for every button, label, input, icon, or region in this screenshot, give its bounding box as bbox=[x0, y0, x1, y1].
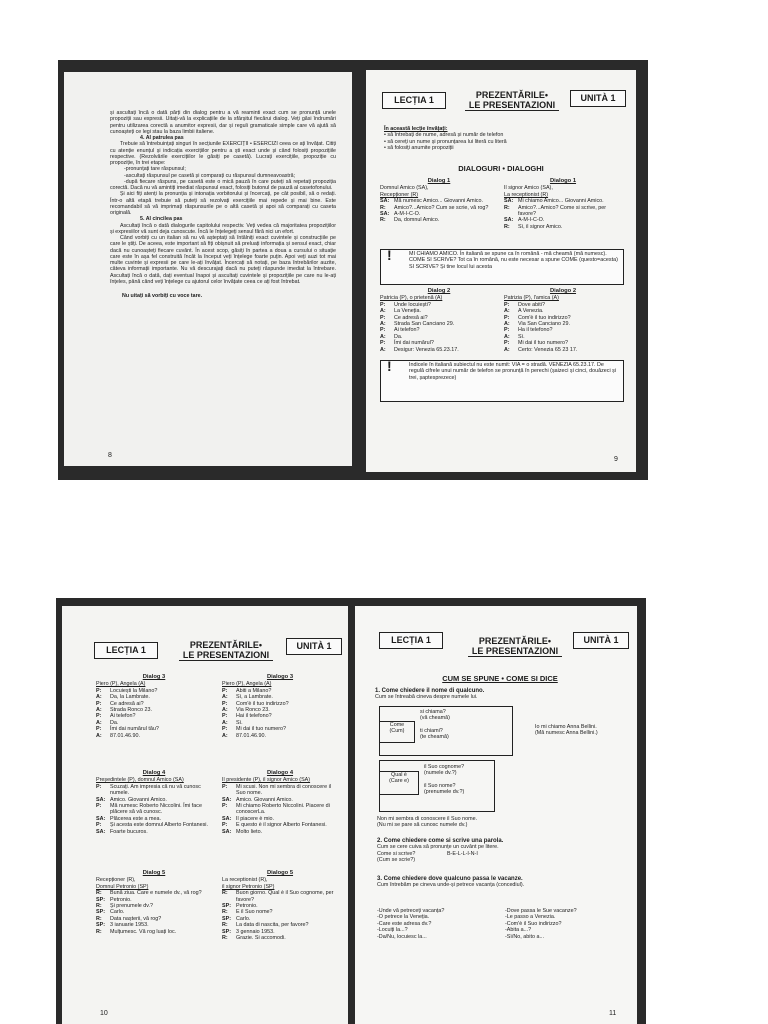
dialog-cast: Președintele (P), domnul Amico (SA) bbox=[96, 777, 184, 784]
exclamation-icon: ! bbox=[387, 247, 392, 263]
paragraph: Trebuie să întrebuințați singuri în secțiunile EXERCIȚII • ESERCIZI ceea ce ați învățat. Citiți cu atenție enunțul și indicația exercițiilor pentru a ști exact unde și când folosiți propozițiile respective. (Rezolvările exercițiilor le găsiți pe casetă). Lucrați exercițiile, propoziție cu propoziție, în trei etape: bbox=[110, 141, 336, 166]
dialog-line: SP: Carlo. bbox=[222, 915, 251, 922]
paragraph: -după fiecare răspuns, pe casetă este o mică pauză în care puteți să repetați propoziția corectă. Dacă nu vă amintiți imediat răspunsul exact, folosiți butonul de pauză al casetofonului. bbox=[110, 178, 336, 191]
title-it: LE PRESENTAZIONI bbox=[179, 650, 273, 661]
box-options: il Suo cognome? (numele dv.?) il Suo nome? (prenumele dv.?) bbox=[424, 764, 465, 796]
page-11 bbox=[355, 606, 637, 1024]
note-box-1 bbox=[380, 249, 624, 285]
dialog-line: P: Scuzați. Am impresia că nu vă cunosc numele. bbox=[96, 783, 201, 797]
phrase-box-1 bbox=[379, 706, 513, 756]
paragraph: și ascultați încă o dată părți din dialog pentru a vă reaminti exact cum se pronunță unele propoziții sau expresii. Uitați-vă la explicațiile de la sfârșitul fiecărui dialog. Veți găsi îndrumări pentru utilizarea corectă a anumitor expresii, dar și reguli gramaticale simple care vă ajută să cunoașteți ce legi stau la baza limbii italiene. bbox=[110, 110, 336, 135]
dialog-line: P: Mi scusi. Non mi sembra di conoscere il Suo nome. bbox=[222, 783, 331, 797]
dialog-line: P: Ce adresă ai? bbox=[380, 314, 428, 321]
lesson-title bbox=[455, 636, 575, 656]
page-number: 9 bbox=[614, 456, 618, 463]
title-it: LE PRESENTAZIONI bbox=[465, 100, 559, 111]
dialog-line: A: 87.01.46.90. bbox=[222, 732, 266, 739]
intro-item: • să folosiți anumite propoziții bbox=[384, 145, 454, 152]
dialog-line: A: Da. bbox=[380, 333, 403, 340]
page-number: 10 bbox=[100, 1010, 108, 1017]
dialog-line: SP: Carlo. bbox=[96, 909, 125, 916]
title-ro: PREZENTĂRILE• bbox=[478, 636, 552, 646]
dialog-cast: Il presidente (P), il signor Amico (SA) bbox=[222, 777, 311, 784]
heading: 1. Come chiedere il nome di qualcuno. bbox=[375, 688, 485, 694]
dialog-line: R: Sì, il signor Amico. bbox=[504, 223, 563, 230]
dialog-title: Dialogo 1 bbox=[549, 178, 577, 184]
exclamation-icon: ! bbox=[387, 358, 392, 374]
dialog-line: P: E questo è il signor Alberto Fontanesi. bbox=[222, 822, 327, 829]
dialog-line: SP: 3 gennaio 1953. bbox=[222, 928, 275, 935]
dialog-line: SA: Foarte bucuros. bbox=[96, 828, 148, 835]
dialog-line: A: Via Ronco 23. bbox=[222, 707, 270, 714]
dialog-line: P: Ai telefon? bbox=[96, 713, 136, 720]
box-label: Qual è (Care e) bbox=[380, 771, 419, 795]
dialog-line: A: Da. bbox=[96, 719, 119, 726]
after-box-text: Non mi sembra di conoscere il Suo nome. (Nu mi se pare să cunosc numele dv.) bbox=[377, 816, 478, 829]
dialog-line: P: Dove abiti? bbox=[504, 301, 545, 308]
dialog-line: A: La Veneția. bbox=[380, 308, 421, 315]
dialog-5-ro bbox=[96, 870, 212, 935]
dialog-line: SA: Amico. Giovanni Amico. bbox=[222, 796, 293, 803]
page-number: 11 bbox=[609, 1010, 617, 1017]
dialog-title: Dialog 2 bbox=[427, 288, 451, 294]
dialog-title: Dialog 4 bbox=[142, 770, 166, 776]
dialog-line: A: 87.01.46.90. bbox=[96, 732, 140, 739]
dialog-line: R: Amico?...Amico? Come si scrive, per favore? bbox=[504, 204, 607, 218]
dialog-line: R: Da, domnul Amico. bbox=[380, 217, 440, 224]
heading-ro: Cum se întreabă cineva despre numele lui. bbox=[375, 694, 478, 701]
dialog-line: P: Abiti a Milano? bbox=[222, 687, 272, 694]
dialog-3-it bbox=[222, 674, 338, 739]
dialog-line: SA: A-M-I-C-O. bbox=[504, 217, 545, 224]
spelling: B-E-L-L-I-N-I bbox=[447, 850, 478, 857]
title-it: LE PRESENTAZIONI bbox=[468, 646, 562, 657]
unita-box: UNITÀ 1 bbox=[573, 632, 629, 649]
paragraph: -ascultați răspunsul pe casetă și comparați cu răspunsul dumneavoastră; bbox=[124, 172, 296, 179]
unita-box: UNITÀ 1 bbox=[286, 638, 342, 655]
dialog-cast: Domnul Amico (SA), bbox=[380, 185, 429, 192]
how-to-2: 2. Come chiedere come si scrive una parola. Cum se cere cuiva să pronunțe un cuvânt pe litere. Come si scrive? B-E-L-L-I-N-I (Cum se scrie?) bbox=[377, 838, 627, 864]
dialog-4-it bbox=[222, 770, 338, 835]
dialog-title: Dialogo 4 bbox=[266, 770, 294, 776]
dialog-line: P: Ce adresă ai? bbox=[96, 700, 144, 707]
dialog-line: P: Mi chiamo Roberto Niccolini. Piacere di conoscerLa. bbox=[222, 803, 330, 816]
dialog-line: P: Mi dai il tuo numero? bbox=[222, 726, 287, 733]
dialog-cast: Recepționer (R), bbox=[96, 877, 136, 884]
dialog-line: P: Locuiești la Milano? bbox=[96, 687, 158, 694]
lesson-header bbox=[72, 618, 338, 660]
dialog-line: P: Unde locuiești? bbox=[380, 301, 431, 308]
dialog-line: SA: Mi chiamo Amico... Giovanni Amico. bbox=[504, 198, 604, 205]
dialog-line: R: E il Suo nome? bbox=[222, 909, 273, 916]
dialog-line: P: Ha il telefono? bbox=[504, 327, 553, 334]
dialog-line: SA: Molto lieto. bbox=[222, 828, 263, 835]
intro bbox=[384, 126, 624, 152]
dialog-2-it bbox=[504, 288, 622, 353]
dialog-line: SP: 3 ianuarie 1953. bbox=[96, 922, 149, 929]
dialog-line: SA: Plăcerea este a mea. bbox=[96, 815, 161, 822]
box-options: si chiama? (vă cheamă) ti chiami? (te cheamă) bbox=[420, 709, 450, 741]
lectia-box: LECȚIA 1 bbox=[379, 632, 443, 649]
dialog-line: R: Buon giorno. Qual è il Suo cognome, per favore? bbox=[222, 890, 334, 903]
lesson-title bbox=[452, 90, 572, 110]
dialog-line: A: A Venezia. bbox=[504, 308, 544, 315]
answer-example: Io mi chiamo Anna Bellini. (Mă numesc Anna Bellini.) bbox=[535, 724, 598, 737]
title-ro: PREZENTĂRILE• bbox=[475, 90, 549, 100]
dialog-line: A: Certo: Venezia 65 23 17. bbox=[504, 346, 578, 353]
section-title: CUM SE SPUNE • COME SI DICE bbox=[442, 674, 558, 683]
dialog-line: P: Com'è il tuo indirizzo? bbox=[222, 700, 289, 707]
heading-ro: Cum se cere cuiva să pronunțe un cuvânt pe litere. bbox=[377, 844, 499, 851]
dialog-4-ro bbox=[96, 770, 212, 835]
heading: 2. Come chiedere come si scrive una parola. bbox=[377, 838, 504, 844]
intro-item: • să întrebați de nume, adresă și număr de telefon bbox=[384, 132, 504, 139]
dialog-line: P: Hai il telefono? bbox=[222, 713, 272, 720]
dialog-line: R: Mulțumesc. Vă rog luați loc. bbox=[96, 928, 177, 935]
dialog-title: Dialogo 5 bbox=[266, 870, 294, 876]
page-9 bbox=[366, 70, 636, 472]
note-box-2 bbox=[380, 360, 624, 402]
dialog-title: Dialogo 2 bbox=[549, 288, 577, 294]
dialog-line: A: Desigur: Venezia 65.23.17. bbox=[380, 346, 459, 353]
page-number: 8 bbox=[108, 452, 112, 459]
dialog-cast: Patricia (P), o prietenă (A) bbox=[380, 295, 443, 302]
dialog-line: P: Ai telefon? bbox=[380, 327, 420, 334]
dialog-2-ro bbox=[380, 288, 498, 353]
dialog-line: A: Sì, a Lambrate. bbox=[222, 694, 273, 701]
questions-it: -Dove passa le Sue vacanze? -Le passo a Venezia. -Com'è il Suo indirizzo? -Abita a...? -Sì/No, abito a... bbox=[505, 908, 577, 940]
dialog-line: SP: Petronio. bbox=[222, 903, 258, 910]
dialog-line: R: Amico?...Amico? Cum se scrie, vă rog? bbox=[380, 204, 489, 211]
dialog-line: A: Via San Canciano 29. bbox=[504, 321, 571, 328]
lesson-title bbox=[166, 640, 286, 660]
dialog-title: Dialog 1 bbox=[427, 178, 451, 184]
dialog-line: R: Grazie. Si accomodi. bbox=[222, 935, 286, 942]
closing-note: Nu uitați să vorbiți cu voce tare. bbox=[122, 293, 203, 299]
dialog-cast: il signor Petronio (SP) bbox=[222, 883, 275, 890]
lectia-box: LECȚIA 1 bbox=[382, 92, 446, 109]
dialog-title: Dialogo 3 bbox=[266, 674, 294, 680]
dialog-title: Dialog 3 bbox=[142, 674, 166, 680]
box-label: Come (Cum) bbox=[380, 721, 415, 743]
dialog-line: A: Sì. bbox=[504, 333, 525, 340]
paragraph: Ascultați încă o dată dialogurile capitolului respectiv. Veți vedea că majoritatea propozițiilor și expresiilor vă sunt deja cunoscute. Încă le înțelegeți sensul fără nici un efort. bbox=[110, 222, 336, 235]
dialog-line: SP: Petronio. bbox=[96, 896, 132, 903]
paragraph: Și aici fiți atenți la pronunția și intonația vorbitorului și încercați, pe cât posibil, să o redați. Într-o altă etapă trebuie să puteți să rezolvați exercițiile mai repede și mai bine. Este recomandabil să vă imprimați răspunsurile pe o altă casetă și apoi să comparați cu caseta originală. bbox=[110, 191, 336, 216]
dialog-line: P: Com'è il tuo indirizzo? bbox=[504, 314, 571, 321]
note-text: Indicele în italiană subiectul nu este numit: VIA = o stradă. VENEZIA 65.23.17. De regulă cifrele unui număr de telefon se pronunță în perechi (șaizeci și cinci, douăzeci și trei, șaptesprezece) bbox=[409, 362, 617, 381]
dialog-1-ro bbox=[380, 178, 498, 224]
dialog-line: R: Data nașterii, vă rog? bbox=[96, 915, 162, 922]
dialog-3-ro bbox=[96, 674, 212, 739]
questions-ro: -Unde vă petreceți vacanța? -O petrece la Veneția. -Care este adresa dv.? -Locuiți la...? -Da/Nu, locuiesc la... bbox=[377, 908, 445, 940]
dialog-line: R: Bună ziua. Care e numele dv., vă rog? bbox=[96, 890, 202, 897]
dialog-cast: La receptionist (R) bbox=[504, 191, 549, 198]
title-ro: PREZENTĂRILE• bbox=[189, 640, 263, 650]
dialog-line: A: Strada San Canciano 29. bbox=[380, 321, 455, 328]
dialog-cast: Il signor Amico (SA), bbox=[504, 185, 553, 192]
heading: 3. Come chiedere dove qualcuno passa le vacanze. bbox=[377, 876, 523, 882]
dialog-5-it bbox=[222, 870, 338, 941]
intro-title: În această lecție învățați: bbox=[384, 126, 448, 132]
section-title: DIALOGURI • DIALOGHI bbox=[458, 164, 544, 173]
paragraph: Când vorbiți cu un italian să nu vă așteptați să întâlniți exact cuvintele și construcțiile pe care le știți. De aceea, este important să fiți obișnuit să preluați informația și sensul exact, chiar dacă nu cunoașteți fiecare cuvânt. În acest scop, găsiți în partea a doua a cursului o situație care este în așa fel construită încât la început veți înțelege foarte puțin. Apoi veți auzi tot mai multe cuvinte și expresii pe care le-ați învățat. Încercați să notați, pe baza întrebărilor auzite, câteva informații importante. Nu vă descurajați dacă nu puteți răspunde imediat la întrebare. Ascultați încă o dată, dați eventual înapoi și ascultați cuvintele și propozițiile pe care nu le-ați înțeles, până când veți înțelege cu ajutorul celor învățate ceea ce ați fost întrebat. bbox=[110, 235, 336, 285]
dialog-line: A: Strada Ronco 23. bbox=[96, 707, 152, 714]
page-8 bbox=[64, 72, 352, 466]
dialog-line: P: Îmi dai numărul tău? bbox=[96, 726, 159, 733]
step-heading: 5. Al cincilea pas bbox=[140, 216, 183, 223]
how-to-3 bbox=[377, 876, 627, 889]
dialog-line: R: Și prenumele dv.? bbox=[96, 903, 154, 910]
dialog-line: P: Îmi dai numărul? bbox=[380, 340, 434, 347]
how-to-1 bbox=[375, 688, 625, 701]
lesson-header bbox=[376, 82, 626, 116]
heading-ro: Cum întrebăm pe cineva unde-și petrece vacanța (concediul). bbox=[377, 882, 525, 889]
dialog-line: A: Da, la Lambrate. bbox=[96, 694, 150, 701]
dialog-cast: Piero (P), Angela (A) bbox=[222, 681, 272, 688]
dialog-cast: Piero (P), Angela (A) bbox=[96, 681, 146, 688]
lesson-header bbox=[365, 618, 627, 656]
unita-box: UNITÀ 1 bbox=[570, 90, 626, 107]
phrase-box-2 bbox=[379, 760, 495, 812]
dialog-cast: Domnul Petronio (SP) bbox=[96, 883, 149, 890]
dialog-line: P: Mă numesc Roberto Niccolini. Îmi face plăcere să vă cunosc. bbox=[96, 803, 202, 816]
dialog-title: Dialog 5 bbox=[142, 870, 166, 876]
page-10 bbox=[62, 606, 348, 1024]
dialog-line: P: Mi dai il tuo numero? bbox=[504, 340, 569, 347]
dialog-line: SA: Amico. Giovanni Amico. bbox=[96, 796, 167, 803]
intro-item: • să cereți un nume și pronunțarea lui literă cu literă bbox=[384, 138, 507, 145]
dialog-line: SA: Il piacere è mio. bbox=[222, 815, 275, 822]
dialog-cast: Patrizia (P), l'amica (A) bbox=[504, 295, 559, 302]
dialog-cast: La receptionist (R), bbox=[222, 877, 268, 884]
lectia-box: LECȚIA 1 bbox=[94, 642, 158, 659]
dialog-1-it bbox=[504, 178, 622, 230]
dialog-line: P: Și acesta este domnul Alberto Fontanesi. bbox=[96, 822, 208, 829]
dialog-line: SA: A-M-I-C-O. bbox=[380, 211, 421, 218]
dialog-line: SA: Mă numesc Amico... Giovanni Amico. bbox=[380, 198, 483, 205]
note-text: MI CHIAMO AMICO. În italiană se spune ca în română - mă cheamă (mă numesc). COME SI SCRIVE? Tot ca în română, nu este necesar a spune COME (questo=acesta) SI SCRIVE? Și tine locul lui acesta bbox=[409, 251, 618, 270]
page-8-text bbox=[110, 110, 336, 299]
dialog-line: R: La data di nascita, per favore? bbox=[222, 922, 309, 929]
step-heading: 4. Al patrulea pas bbox=[140, 135, 184, 141]
dialog-line: A: Sì. bbox=[222, 719, 243, 726]
dialog-cast: Recepționer (R) bbox=[380, 191, 419, 198]
paragraph: -pronunțați tare răspunsul; bbox=[124, 166, 186, 173]
